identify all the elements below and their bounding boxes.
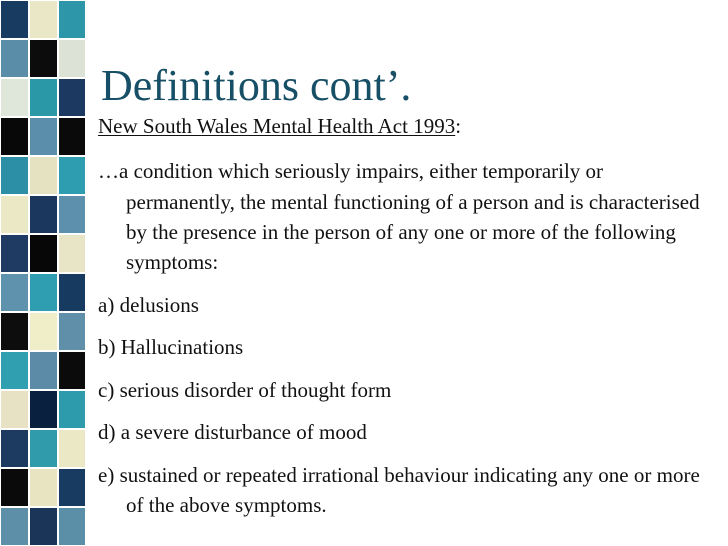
stripe-tile	[29, 507, 58, 546]
stripe-tile	[29, 429, 58, 468]
stripe-tile	[0, 117, 29, 156]
stripe-tile	[29, 468, 58, 507]
stripe-tile	[58, 390, 86, 429]
stripe-column-left	[0, 0, 29, 546]
source-line	[98, 114, 708, 138]
stripe-tile	[0, 429, 29, 468]
stripe-tile	[0, 195, 29, 234]
stripe-tile	[0, 273, 29, 312]
symptom-item-b: b) Hallucinations	[98, 335, 244, 360]
stripe-tile	[29, 312, 58, 351]
stripe-tile	[0, 312, 29, 351]
stripe-tile	[58, 507, 86, 546]
symptom-item-e: e) sustained or repeated irrational behaviour indicating any one or more of the above symptoms.	[98, 462, 700, 518]
stripe-tile	[0, 468, 29, 507]
stripe-tile	[58, 312, 86, 351]
stripe-tile	[29, 39, 58, 78]
stripe-tile	[58, 273, 86, 312]
stripe-tile	[0, 0, 29, 39]
stripe-tile	[0, 351, 29, 390]
stripe-tile	[0, 156, 29, 195]
symptom-item-c: c) serious disorder of thought form	[98, 377, 392, 402]
stripe-column-middle	[29, 0, 58, 546]
stripe-tile	[0, 507, 29, 546]
stripe-tile	[29, 78, 58, 117]
stripe-tile	[58, 39, 86, 78]
stripe-tile	[29, 234, 58, 273]
slide-body	[98, 114, 708, 533]
source-act-name: New South Wales Mental Health Act 1993	[98, 114, 456, 138]
symptom-item-d: d) a severe disturbance of mood	[98, 420, 367, 445]
stripe-tile	[29, 273, 58, 312]
stripe-tile	[58, 156, 86, 195]
stripe-tile	[58, 78, 86, 117]
stripe-tile	[29, 351, 58, 390]
stripe-tile	[0, 78, 29, 117]
stripe-tile	[58, 195, 86, 234]
stripe-tile	[29, 390, 58, 429]
slide-title: Definitions cont’.	[101, 61, 412, 110]
stripe-tile	[0, 234, 29, 273]
stripe-tile	[0, 39, 29, 78]
definition-text: …a condition which seriously impairs, either temporarily or permanently, the mental functioning of a person and is characterised by the presence in the person of any one or more of the following symptoms:	[98, 159, 700, 275]
stripe-tile	[29, 117, 58, 156]
stripe-tile	[0, 390, 29, 429]
stripe-tile	[29, 195, 58, 234]
stripe-column-right	[58, 0, 86, 546]
stripe-tile	[29, 0, 58, 39]
stripe-tile	[58, 351, 86, 390]
stripe-tile	[58, 429, 86, 468]
symptom-item-a: a) delusions	[98, 292, 199, 317]
stripe-tile	[58, 117, 86, 156]
stripe-tile	[58, 468, 86, 507]
stripe-tile	[58, 234, 86, 273]
decorative-stripe	[0, 0, 86, 546]
stripe-tile	[58, 0, 86, 39]
source-suffix: :	[455, 114, 462, 138]
stripe-tile	[29, 156, 58, 195]
